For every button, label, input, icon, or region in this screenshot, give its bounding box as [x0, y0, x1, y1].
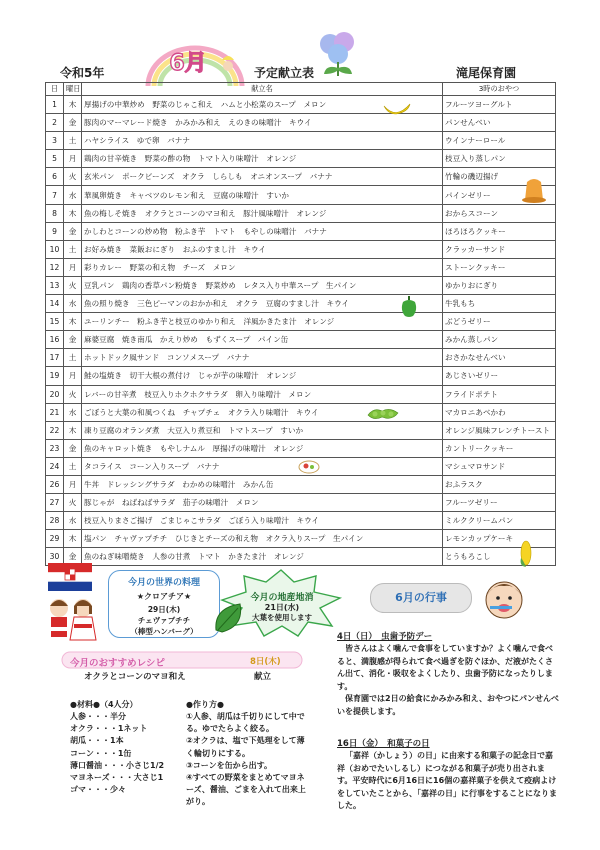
- table-row: [46, 276, 556, 294]
- snack-cell: パインゼリー: [443, 186, 556, 204]
- event-2-heading: 16日（金） 和菓子の日: [337, 739, 430, 749]
- ingredient-item: ゴマ・・・少々: [70, 785, 126, 795]
- menu-cell: 鮭の塩焼き 切干大根の煮付け じゃが芋の味噌汁 オレンジ: [82, 367, 443, 385]
- snack-cell: 枝豆入り蒸しパン: [443, 150, 556, 168]
- local-produce-note: 大葉を使用します: [252, 613, 312, 622]
- menu-cell: ホットドック風サンド コンソメスープ バナナ: [82, 349, 443, 367]
- weekday-cell: 火: [64, 168, 82, 186]
- edamame-icon: [366, 405, 400, 423]
- day-cell: 24: [46, 457, 64, 475]
- recipe-dish: オクラとコーンのマヨ和え: [84, 672, 186, 682]
- page-title: 予定献立表: [254, 66, 315, 80]
- day-cell: 21: [46, 403, 64, 421]
- snack-cell: マカロニあべかわ: [443, 403, 556, 421]
- world-cuisine-title: 今月の世界の料理: [127, 578, 200, 588]
- event-2-body: [337, 750, 559, 813]
- world-cuisine-dish: チェヴァプチチ: [137, 616, 191, 625]
- weekday-cell: 金: [64, 114, 82, 132]
- menu-cell: ユーリンチー 粉ふき芋と枝豆のゆかり和え 洋風かきたま汁 オレンジ: [82, 313, 443, 331]
- menu-cell: 厚揚げの中華炒め 野菜のじゃこ和え ハムと小松菜のスープ メロン: [82, 96, 443, 114]
- day-cell: 6: [46, 168, 64, 186]
- table-row: [46, 367, 556, 385]
- table-row: [46, 313, 556, 331]
- menu-cell: 塩パン チャヴァプチチ ひじきとチーズの和え物 オクラ入りスープ 生パイン: [82, 530, 443, 548]
- menu-cell: 魚のねぎ味噌焼き 人参の甘煮 トマト かきたま汁 オレンジ: [82, 548, 443, 566]
- col-header-day: 日: [46, 83, 64, 96]
- snack-cell: あじさいゼリー: [443, 367, 556, 385]
- world-cuisine-country: ★クロアチア★: [136, 592, 192, 601]
- menu-cell: タコライス コーン入りスープ バナナ: [82, 457, 443, 475]
- table-row: [46, 168, 556, 186]
- menu-cell: 豚じゃが ねばねばサラダ 茄子の味噌汁 メロン: [82, 494, 443, 512]
- snack-cell: 牛乳もち: [443, 295, 556, 313]
- table-row: [46, 403, 556, 421]
- ingredients-heading: ●材料●（4人分）: [70, 700, 138, 709]
- weekday-cell: 水: [64, 186, 82, 204]
- weekday-cell: 木: [64, 313, 82, 331]
- col-header-snack: 3時のおやつ: [443, 83, 556, 96]
- day-cell: 2: [46, 114, 64, 132]
- snack-cell: パンせんべい: [443, 114, 556, 132]
- snack-cell: オレンジ風味フレンチトースト: [443, 421, 556, 439]
- menu-cell: 枝豆入りまさご揚げ ごまじゃこサラダ ごぼう入り味噌汁 キウイ: [82, 512, 443, 530]
- day-cell: 5: [46, 150, 64, 168]
- table-row: [46, 475, 556, 493]
- weekday-cell: 土: [64, 457, 82, 475]
- table-row: [46, 349, 556, 367]
- day-cell: 1: [46, 96, 64, 114]
- snack-cell: ストーンクッキー: [443, 258, 556, 276]
- weekday-cell: 水: [64, 512, 82, 530]
- weekday-cell: 火: [64, 276, 82, 294]
- table-row: [46, 204, 556, 222]
- menu-cell: 凍り豆腐のオランダ煮 大豆入り煮豆和 トマトスープ すいか: [82, 421, 443, 439]
- menu-cell: 玄米パン ポークビーンズ オクラ しらしも オニオンスープ バナナ: [82, 168, 443, 186]
- snack-cell: ミルククリームパン: [443, 512, 556, 530]
- hydrangea-icon: [316, 28, 360, 78]
- weekday-cell: 木: [64, 421, 82, 439]
- day-cell: 7: [46, 186, 64, 204]
- table-row: [46, 96, 556, 114]
- weekday-cell: 水: [64, 295, 82, 313]
- jelly-icon: [519, 174, 549, 204]
- day-cell: 19: [46, 367, 64, 385]
- table-header-row: [46, 83, 556, 96]
- table-row: [46, 331, 556, 349]
- weekday-cell: 火: [64, 494, 82, 512]
- step-item: ②オクラは、塩で下処理をして薄く輪切りにする。: [186, 736, 305, 758]
- snack-cell: フルーツゼリー: [443, 494, 556, 512]
- event-1-heading: 4日（日） 虫歯予防デー: [337, 632, 433, 642]
- weekday-cell: 土: [64, 349, 82, 367]
- weekday-cell: 月: [64, 150, 82, 168]
- weekday-cell: 土: [64, 132, 82, 150]
- event-1-body: [337, 643, 559, 718]
- day-cell: 14: [46, 295, 64, 313]
- snack-cell: ゆかりおにぎり: [443, 276, 556, 294]
- menu-cell: 魚の梅しそ焼き オクラとコーンのマヨ和え 豚汁風味噌汁 オレンジ: [82, 204, 443, 222]
- menu-cell: 魚のキャロット焼き もやしナムル 厚揚げの味噌汁 オレンジ: [82, 439, 443, 457]
- event-1-paragraph: 皆さんはよく噛んで食事をしていますか？よく噛んで食べると、満腹感が得られて食べ過ぎを防ぐほか、だ液がたくさん出て、消化・吸収をよくしたり、虫歯予防になったりします。: [337, 644, 553, 691]
- menu-cell: 魚の照り焼き 三色ピーマンのおかか和え オクラ 豆腐のすまし汁 キウイ: [82, 295, 443, 313]
- ingredient-item: 人参・・・半分: [70, 712, 126, 721]
- world-cuisine-note: （棒型ハンバーグ）: [130, 627, 198, 636]
- local-produce-date: 21日(水): [264, 603, 300, 612]
- table-row: [46, 132, 556, 150]
- snack-cell: おからスコーン: [443, 204, 556, 222]
- step-item: ①人参、胡瓜は千切りにして中でる。ゆでたらよく絞る。: [186, 712, 305, 734]
- weekday-cell: 火: [64, 385, 82, 403]
- table-row: [46, 530, 556, 548]
- weekday-cell: 月: [64, 258, 82, 276]
- snack-cell: みかん蒸しパン: [443, 331, 556, 349]
- events-title: 6月の行事: [370, 583, 472, 613]
- weekday-cell: 木: [64, 96, 82, 114]
- table-row: [46, 186, 556, 204]
- croatia-flag-icon: [48, 563, 92, 591]
- snack-cell: 竹輪の磯辺揚げ: [443, 168, 556, 186]
- weekday-cell: 水: [64, 403, 82, 421]
- step-item: ④すべての野菜をまとめてマヨネーズ、醤油、ごまを入れて出来上がり。: [186, 773, 306, 807]
- day-cell: 26: [46, 475, 64, 493]
- weekday-cell: 木: [64, 530, 82, 548]
- day-cell: 17: [46, 349, 64, 367]
- day-cell: 12: [46, 258, 64, 276]
- snack-cell: ウインナーロール: [443, 132, 556, 150]
- day-cell: 30: [46, 548, 64, 566]
- menu-cell: ごぼうと大葉の和風つくね チャプチェ オクラ入り味噌汁 キウイ: [82, 403, 443, 421]
- day-cell: 20: [46, 385, 64, 403]
- steps-heading: ●作り方●: [186, 700, 224, 709]
- weekday-cell: 土: [64, 240, 82, 258]
- menu-cell: 彩りカレー 野菜の和え物 チーズ メロン: [82, 258, 443, 276]
- day-cell: 28: [46, 512, 64, 530]
- menu-cell: 麻婆豆腐 焼き南瓜 かえり炒め もずくスープ パイン缶: [82, 331, 443, 349]
- menu-cell: かしわとコーンの炒め物 粉ふき芋 トマト もやしの味噌汁 バナナ: [82, 222, 443, 240]
- step-item: ③コーンを缶から出す。: [186, 760, 272, 770]
- menu-cell: 豚肉のマーマレード焼き かみかみ和え えのきの味噌汁 キウイ: [82, 114, 443, 132]
- ingredient-item: 薄口醤油・・・小さじ1/2: [70, 760, 165, 770]
- table-row: [46, 240, 556, 258]
- menu-cell: 豆乳パン 鶏肉の香草パン粉焼き 野菜炒め レタス入り中華スープ 生パイン: [82, 276, 443, 294]
- table-row: [46, 258, 556, 276]
- recipe-label: 献立: [254, 672, 272, 682]
- snack-cell: レモンカップケーキ: [443, 530, 556, 548]
- ingredient-item: マヨネーズ・・・大さじ1: [70, 773, 164, 783]
- children-illustration: [42, 594, 100, 654]
- day-cell: 29: [46, 530, 64, 548]
- menu-cell: ハヤシライス ゆで卵 バナナ: [82, 132, 443, 150]
- snack-cell: ぶどうゼリー: [443, 313, 556, 331]
- corn-icon: [519, 540, 533, 568]
- local-produce-title: 今月の地産地消: [250, 593, 314, 603]
- weekday-cell: 月: [64, 475, 82, 493]
- table-row: [46, 494, 556, 512]
- toothbrush-child-illustration: [480, 576, 530, 622]
- table-row: [46, 548, 556, 566]
- weekday-cell: 木: [64, 204, 82, 222]
- table-row: [46, 439, 556, 457]
- event-2-paragraph: 「嘉祥（かしょう）の日」に由来する和菓子の記念日で嘉祥（おめでたいしるし）につながる和菓子が売り出されます。平安時代に6月16日に16個の嘉祥菓子を供えて疫病よけをしていたことから、「嘉祥の日」に行事をすることになりました。: [337, 751, 557, 810]
- menu-cell: 華風卵焼き キャベツのレモン和え 豆腐の味噌汁 すいか: [82, 186, 443, 204]
- event-1-paragraph: 保育園では2日の給食にかみかみ和え、おやつにパンせんべいを提供します。: [337, 694, 559, 716]
- snack-cell: フライドポテト: [443, 385, 556, 403]
- day-cell: 9: [46, 222, 64, 240]
- day-cell: 8: [46, 204, 64, 222]
- table-row: [46, 222, 556, 240]
- table-row: [46, 385, 556, 403]
- snack-cell: おふラスク: [443, 475, 556, 493]
- snack-cell: カントリークッキー: [443, 439, 556, 457]
- ingredient-item: コーン・・・1缶: [70, 748, 132, 758]
- ingredient-item: オクラ・・・1ネット: [70, 724, 148, 734]
- snack-cell: おさかなせんべい: [443, 349, 556, 367]
- col-header-weekday: 曜日: [64, 83, 82, 96]
- ingredient-item: 胡瓜・・・1本: [70, 736, 124, 746]
- menu-cell: レバーの甘辛煮 枝豆入りホクホクサラダ 卵入り味噌汁 メロン: [82, 385, 443, 403]
- recipe-date: 8日(木): [250, 657, 281, 667]
- day-cell: 16: [46, 331, 64, 349]
- menu-table: [45, 82, 556, 566]
- day-cell: 15: [46, 313, 64, 331]
- day-cell: 27: [46, 494, 64, 512]
- day-cell: 22: [46, 421, 64, 439]
- snack-cell: ほろほろクッキー: [443, 222, 556, 240]
- table-row: [46, 421, 556, 439]
- banana-icon: [382, 100, 412, 118]
- era-year: 令和5年: [60, 66, 105, 80]
- day-cell: 23: [46, 439, 64, 457]
- snack-cell: フルーツヨーグルト: [443, 96, 556, 114]
- world-cuisine-date: 29日(木): [147, 605, 181, 614]
- menu-cell: 鶏肉の甘辛焼き 野菜の酢の物 トマト入り味噌汁 オレンジ: [82, 150, 443, 168]
- day-cell: 3: [46, 132, 64, 150]
- weekday-cell: 月: [64, 367, 82, 385]
- table-row: [46, 150, 556, 168]
- menu-cell: お好み焼き 菜飯おにぎり おふのすまし汁 キウイ: [82, 240, 443, 258]
- green-pepper-icon: [399, 296, 419, 318]
- table-row: [46, 295, 556, 313]
- steps-list: [186, 711, 306, 809]
- weekday-cell: 金: [64, 439, 82, 457]
- table-row: [46, 114, 556, 132]
- menu-cell: 牛丼 ドレッシングサラダ わかめの味噌汁 みかん缶: [82, 475, 443, 493]
- month-title: 6月: [169, 51, 207, 76]
- recipe-title: 今月のおすすめレシピ: [70, 658, 165, 669]
- snack-cell: とうもろこし: [443, 548, 556, 566]
- day-cell: 13: [46, 276, 64, 294]
- weekday-cell: 金: [64, 222, 82, 240]
- ingredients-list: [70, 711, 164, 796]
- world-cuisine-box: [108, 570, 220, 638]
- weekday-cell: 金: [64, 548, 82, 566]
- table-row: [46, 512, 556, 530]
- school-name: 滝尾保育園: [456, 66, 517, 80]
- weekday-cell: 金: [64, 331, 82, 349]
- col-header-menu: 献立名: [82, 83, 443, 96]
- taco-rice-icon: [298, 458, 320, 474]
- day-cell: 10: [46, 240, 64, 258]
- snack-cell: マシュマロサンド: [443, 457, 556, 475]
- snack-cell: クラッカーサンド: [443, 240, 556, 258]
